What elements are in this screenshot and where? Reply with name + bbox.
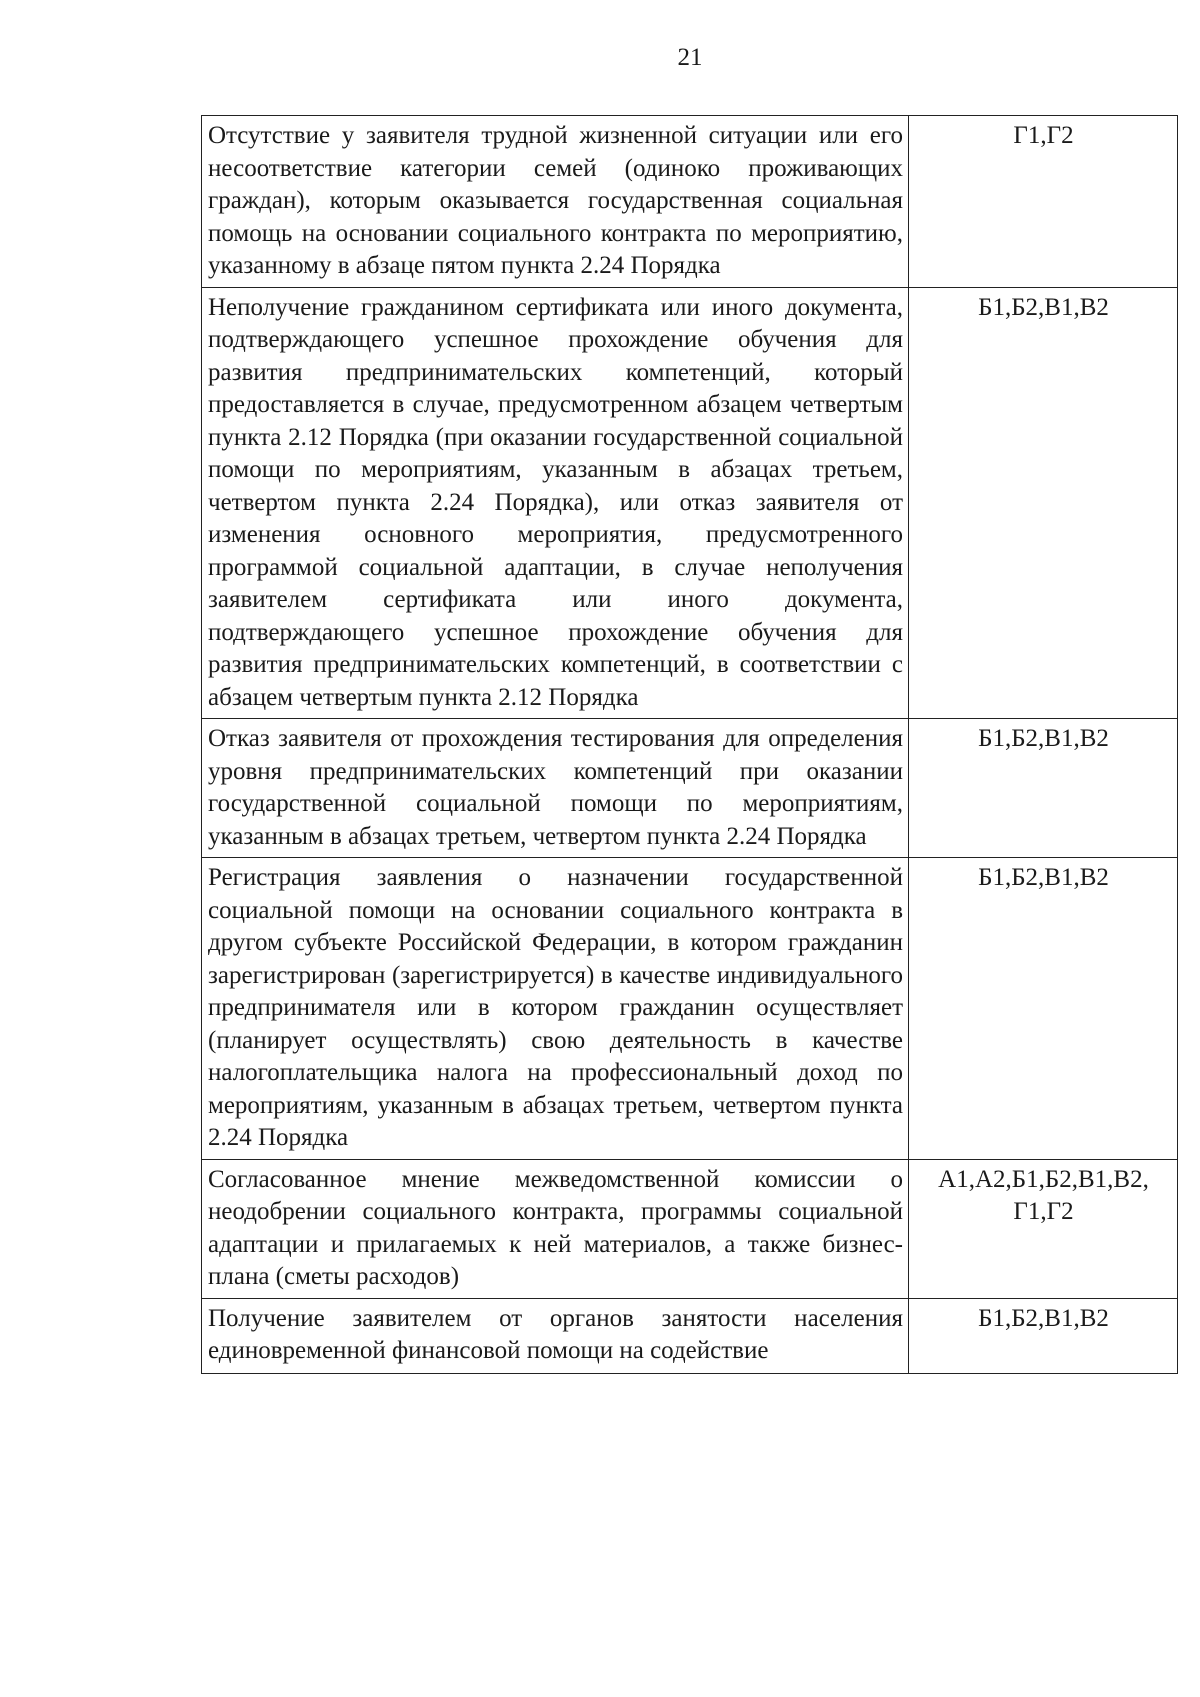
- row-codes: Б1,Б2,В1,В2: [909, 719, 1178, 858]
- table-row: [202, 116, 1178, 288]
- row-description-cell: [202, 1298, 909, 1373]
- table-row: [202, 1298, 1178, 1373]
- row-description: Согласованное мнение межведомственной комиссии о неодобрении социального контракта, программы социальной адаптации и прилагаемых к ней материалов, а также бизнес-плана (сметы расходов): [202, 1159, 909, 1298]
- table-row: [202, 287, 1178, 719]
- grounds-table: [201, 115, 1178, 1374]
- table-row: [202, 858, 1178, 1160]
- row-description: Неполучение гражданином сертификата или иного документа, подтверждающего успешное прохождение обучения для развития предпринимательских компетенций, который предоставляется в случае, предусмотренном абзацем четвертым пункта 2.12 Порядка (при оказании государственной социальной помощи по мероприятиям, указанным в абзацах третьем, четвертом пункта 2.24 Порядка), или отказ заявителя от изменения основного мероприятия, предусмотренного программой социальной адаптации, в случае неполучения заявителем сертификата или иного документа, подтверждающего успешное прохождение обучения для развития предпринимательских компетенций, в соответствии с абзацем четвертым пункта 2.12 Порядка: [202, 287, 909, 719]
- row-description: Отсутствие у заявителя трудной жизненной ситуации или его несоответствие категории семей (одиноко проживающих граждан), которым оказывается государственная социальная помощь на основании социального контракта по мероприятию, указанному в абзаце пятом пункта 2.24 Порядка: [202, 116, 909, 288]
- row-codes: Б1,Б2,В1,В2: [909, 1298, 1178, 1373]
- row-codes: Б1,Б2,В1,В2: [909, 858, 1178, 1160]
- row-description: Регистрация заявления о назначении государственной социальной помощи на основании социального контракта в другом субъекте Российской Федерации, в котором гражданин зарегистрирован (зарегистрируется) в качестве индивидуального предпринимателя или в котором гражданин осуществляет (планирует осуществлять) свою деятельность в качестве налогоплательщика налога на профессиональный доход по мероприятиям, указанным в абзацах третьем, четвертом пункта 2.24 Порядка: [202, 858, 909, 1160]
- row-codes: Г1,Г2: [909, 116, 1178, 288]
- row-description: Получение заявителем от органов занятости населения единовременной финансовой помощи на содействие: [208, 1304, 903, 1364]
- table-row: [202, 1159, 1178, 1298]
- row-description: Отказ заявителя от прохождения тестирования для определения уровня предпринимательских компетенций при оказании государственной социальной помощи по мероприятиям, указанным в абзацах третьем, четвертом пункта 2.24 Порядка: [202, 719, 909, 858]
- table-row: [202, 719, 1178, 858]
- page-number: 21: [677, 44, 703, 71]
- row-codes: Б1,Б2,В1,В2: [909, 287, 1178, 719]
- row-codes: А1,А2,Б1,Б2,В1,В2, Г1,Г2: [909, 1159, 1178, 1298]
